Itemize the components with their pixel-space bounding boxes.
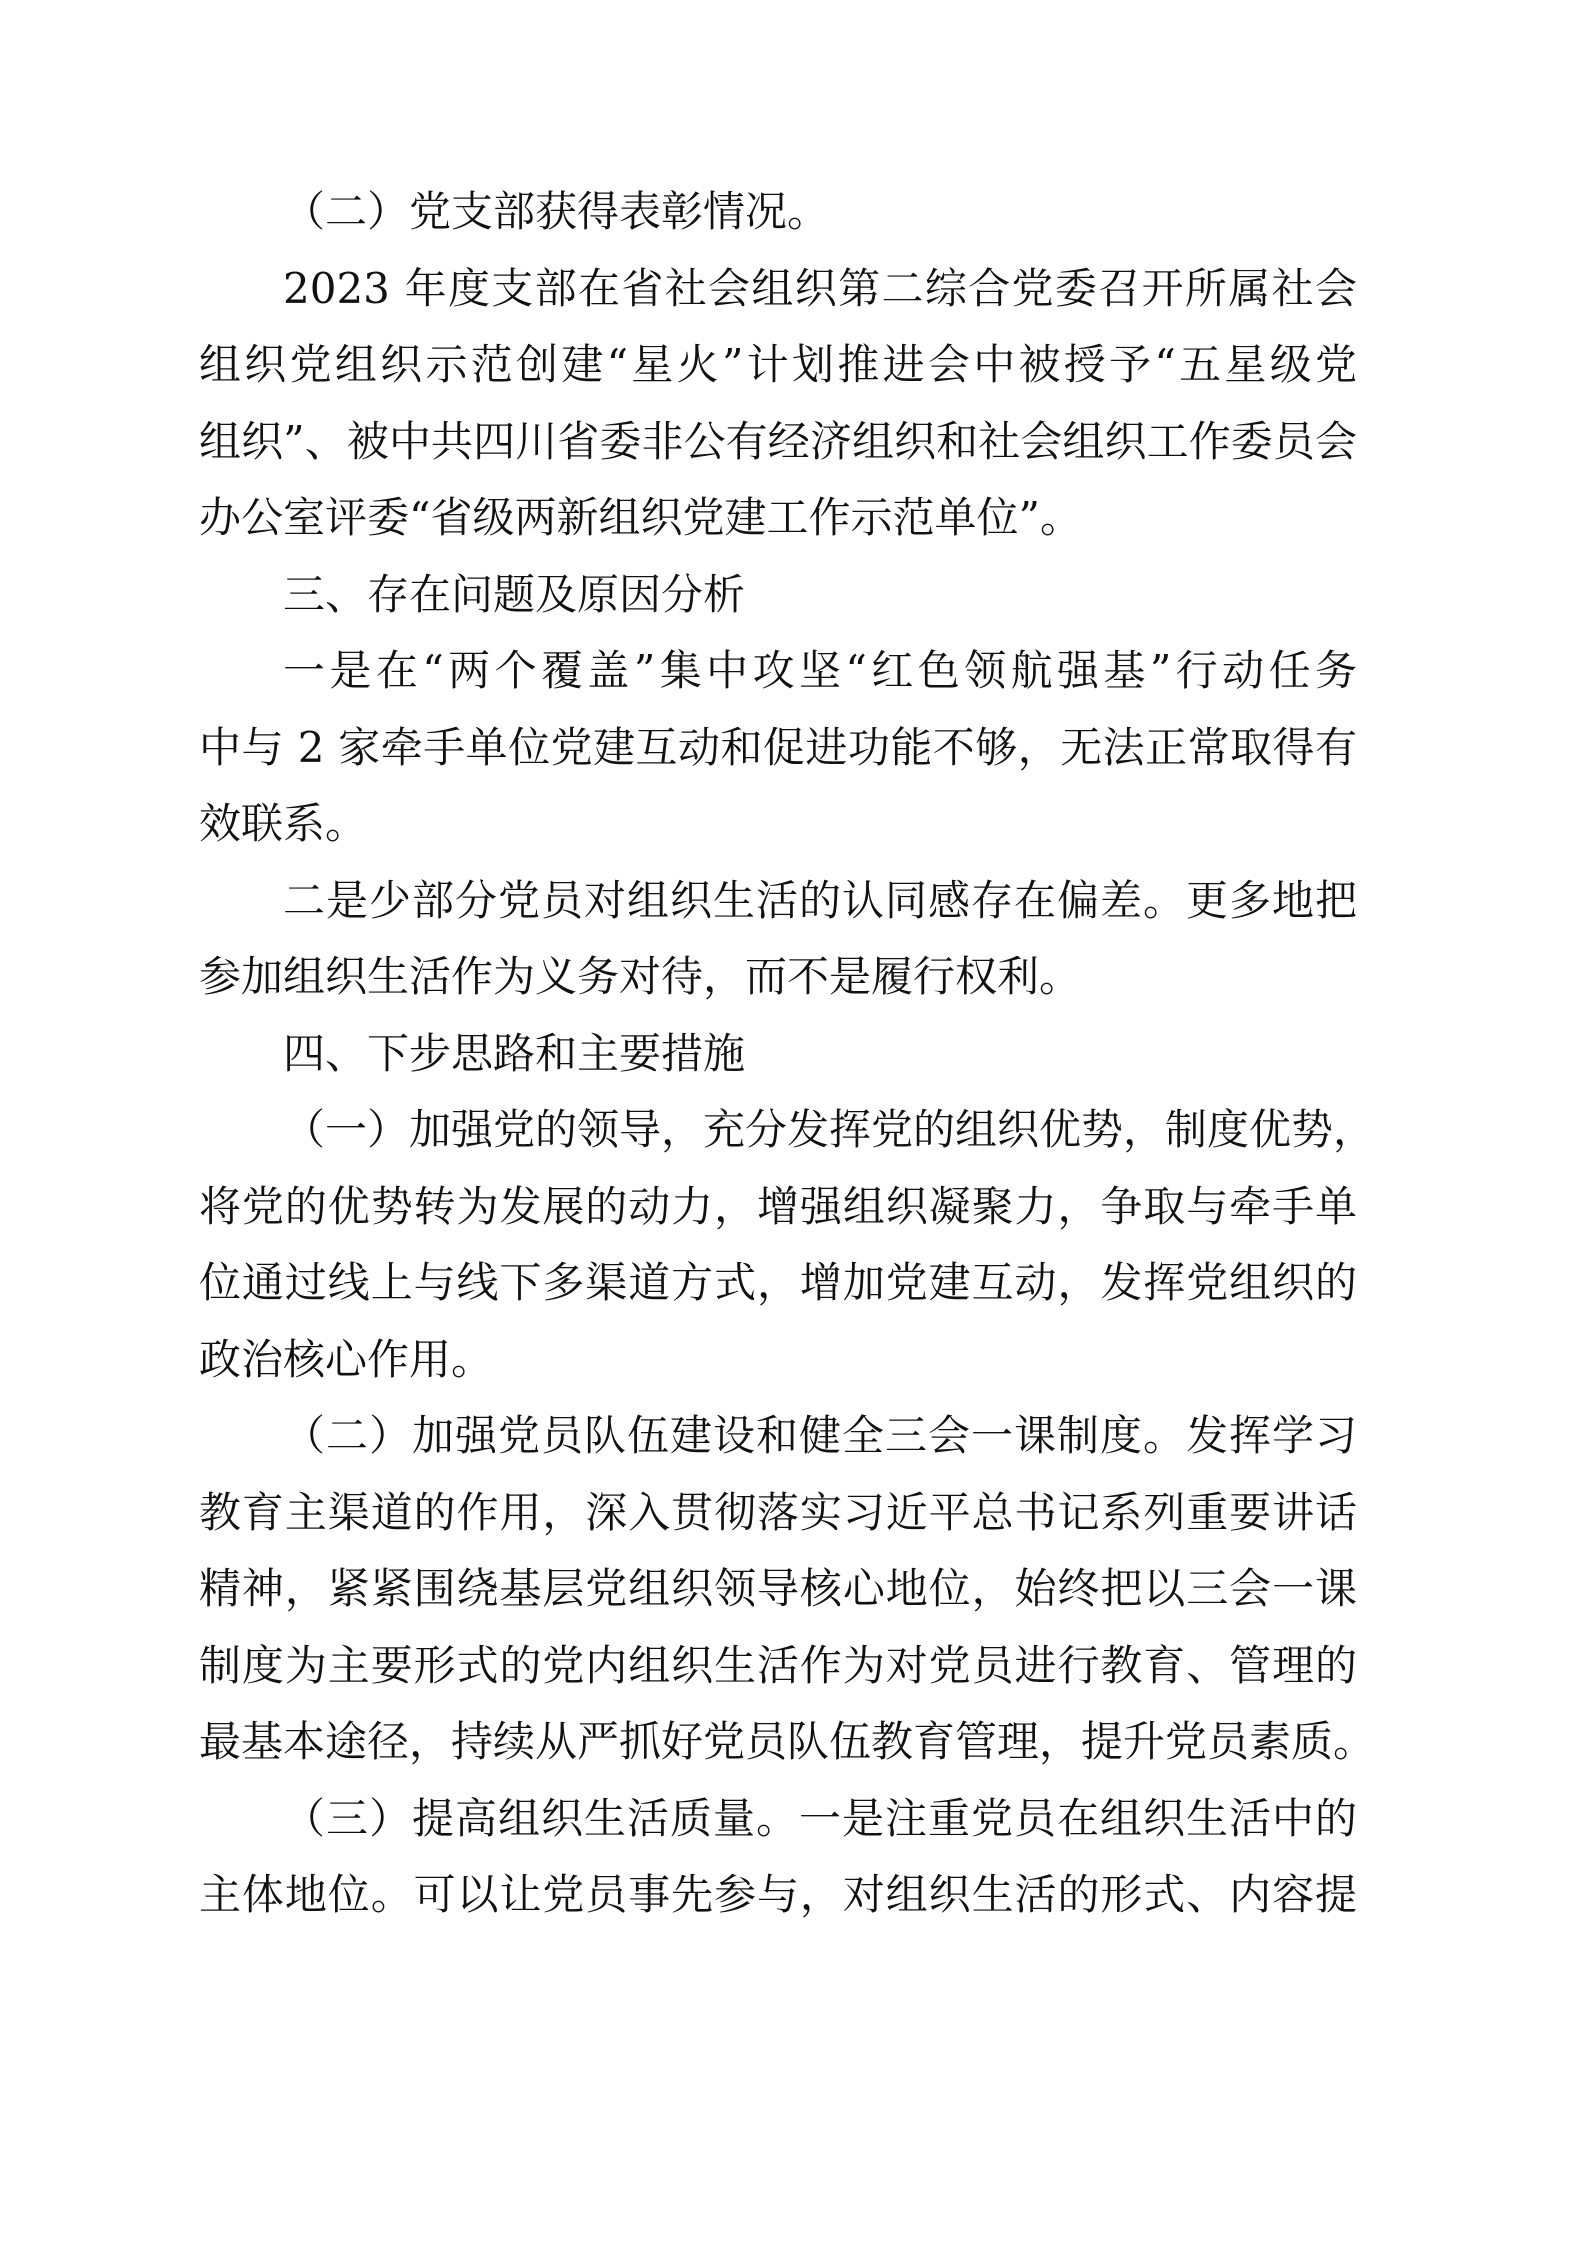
text-line: （一）加强党的领导，充分发挥党的组织优势，制度优势，: [283, 1105, 1376, 1154]
text-line: 将党的优势转为发展的动力，增强组织凝聚力，争取与牵手单: [199, 1181, 1357, 1231]
text-line: 主体地位。可以让党员事先参与，对组织生活的形式、内容提: [199, 1870, 1357, 1919]
text-line: 精神，紧紧围绕基层党组织领导核心地位，始终把以三会一课: [199, 1564, 1357, 1613]
text-line: （二）党支部获得表彰情况。: [283, 187, 830, 236]
text-line: 组织党组织示范创建“星火”计划推进会中被授予“五星级党: [199, 340, 1357, 389]
text-line: 二是少部分党员对组织生活的认同感存在偏差。更多地把: [283, 875, 1357, 925]
text-line: 最基本途径，持续从严抓好党员队伍教育管理，提升党员素质。: [199, 1717, 1376, 1766]
text-line: 三、存在问题及原因分析: [283, 569, 746, 619]
document-body: [199, 174, 1376, 1934]
text-line: 政治核心作用。: [199, 1334, 494, 1384]
text-line: 效联系。: [199, 799, 368, 848]
text-line: 中与 2 家牵手单位党建互动和促进功能不够，无法正常取得有: [199, 722, 1357, 772]
text-line: 2023 年度支部在省社会组织第二综合党委召开所属社会: [283, 263, 1357, 313]
text-line: 办公室评委“省级两新组织党建工作示范单位”。: [199, 493, 1082, 542]
text-line: （三）提高组织生活质量。一是注重党员在组织生活中的: [283, 1793, 1357, 1843]
text-line: 教育主渠道的作用，深入贯彻落实习近平总书记系列重要讲话: [199, 1487, 1357, 1537]
text-line: （二）加强党员队伍建设和健全三会一课制度。发挥学习: [283, 1411, 1357, 1460]
text-line: 组织”、被中共四川省委非公有经济组织和社会组织工作委员会: [199, 416, 1357, 466]
text-line: 位通过线上与线下多渠道方式，增加党建互动，发挥党组织的: [199, 1258, 1357, 1307]
text-line: 制度为主要形式的党内组织生活作为对党员进行教育、管理的: [199, 1640, 1357, 1690]
text-line: 四、下步思路和主要措施: [283, 1028, 746, 1078]
text-line: 参加组织生活作为义务对待，而不是履行权利。: [199, 952, 1082, 1001]
text-line: 一是在“两个覆盖”集中攻坚“红色领航强基”行动任务: [283, 646, 1357, 695]
